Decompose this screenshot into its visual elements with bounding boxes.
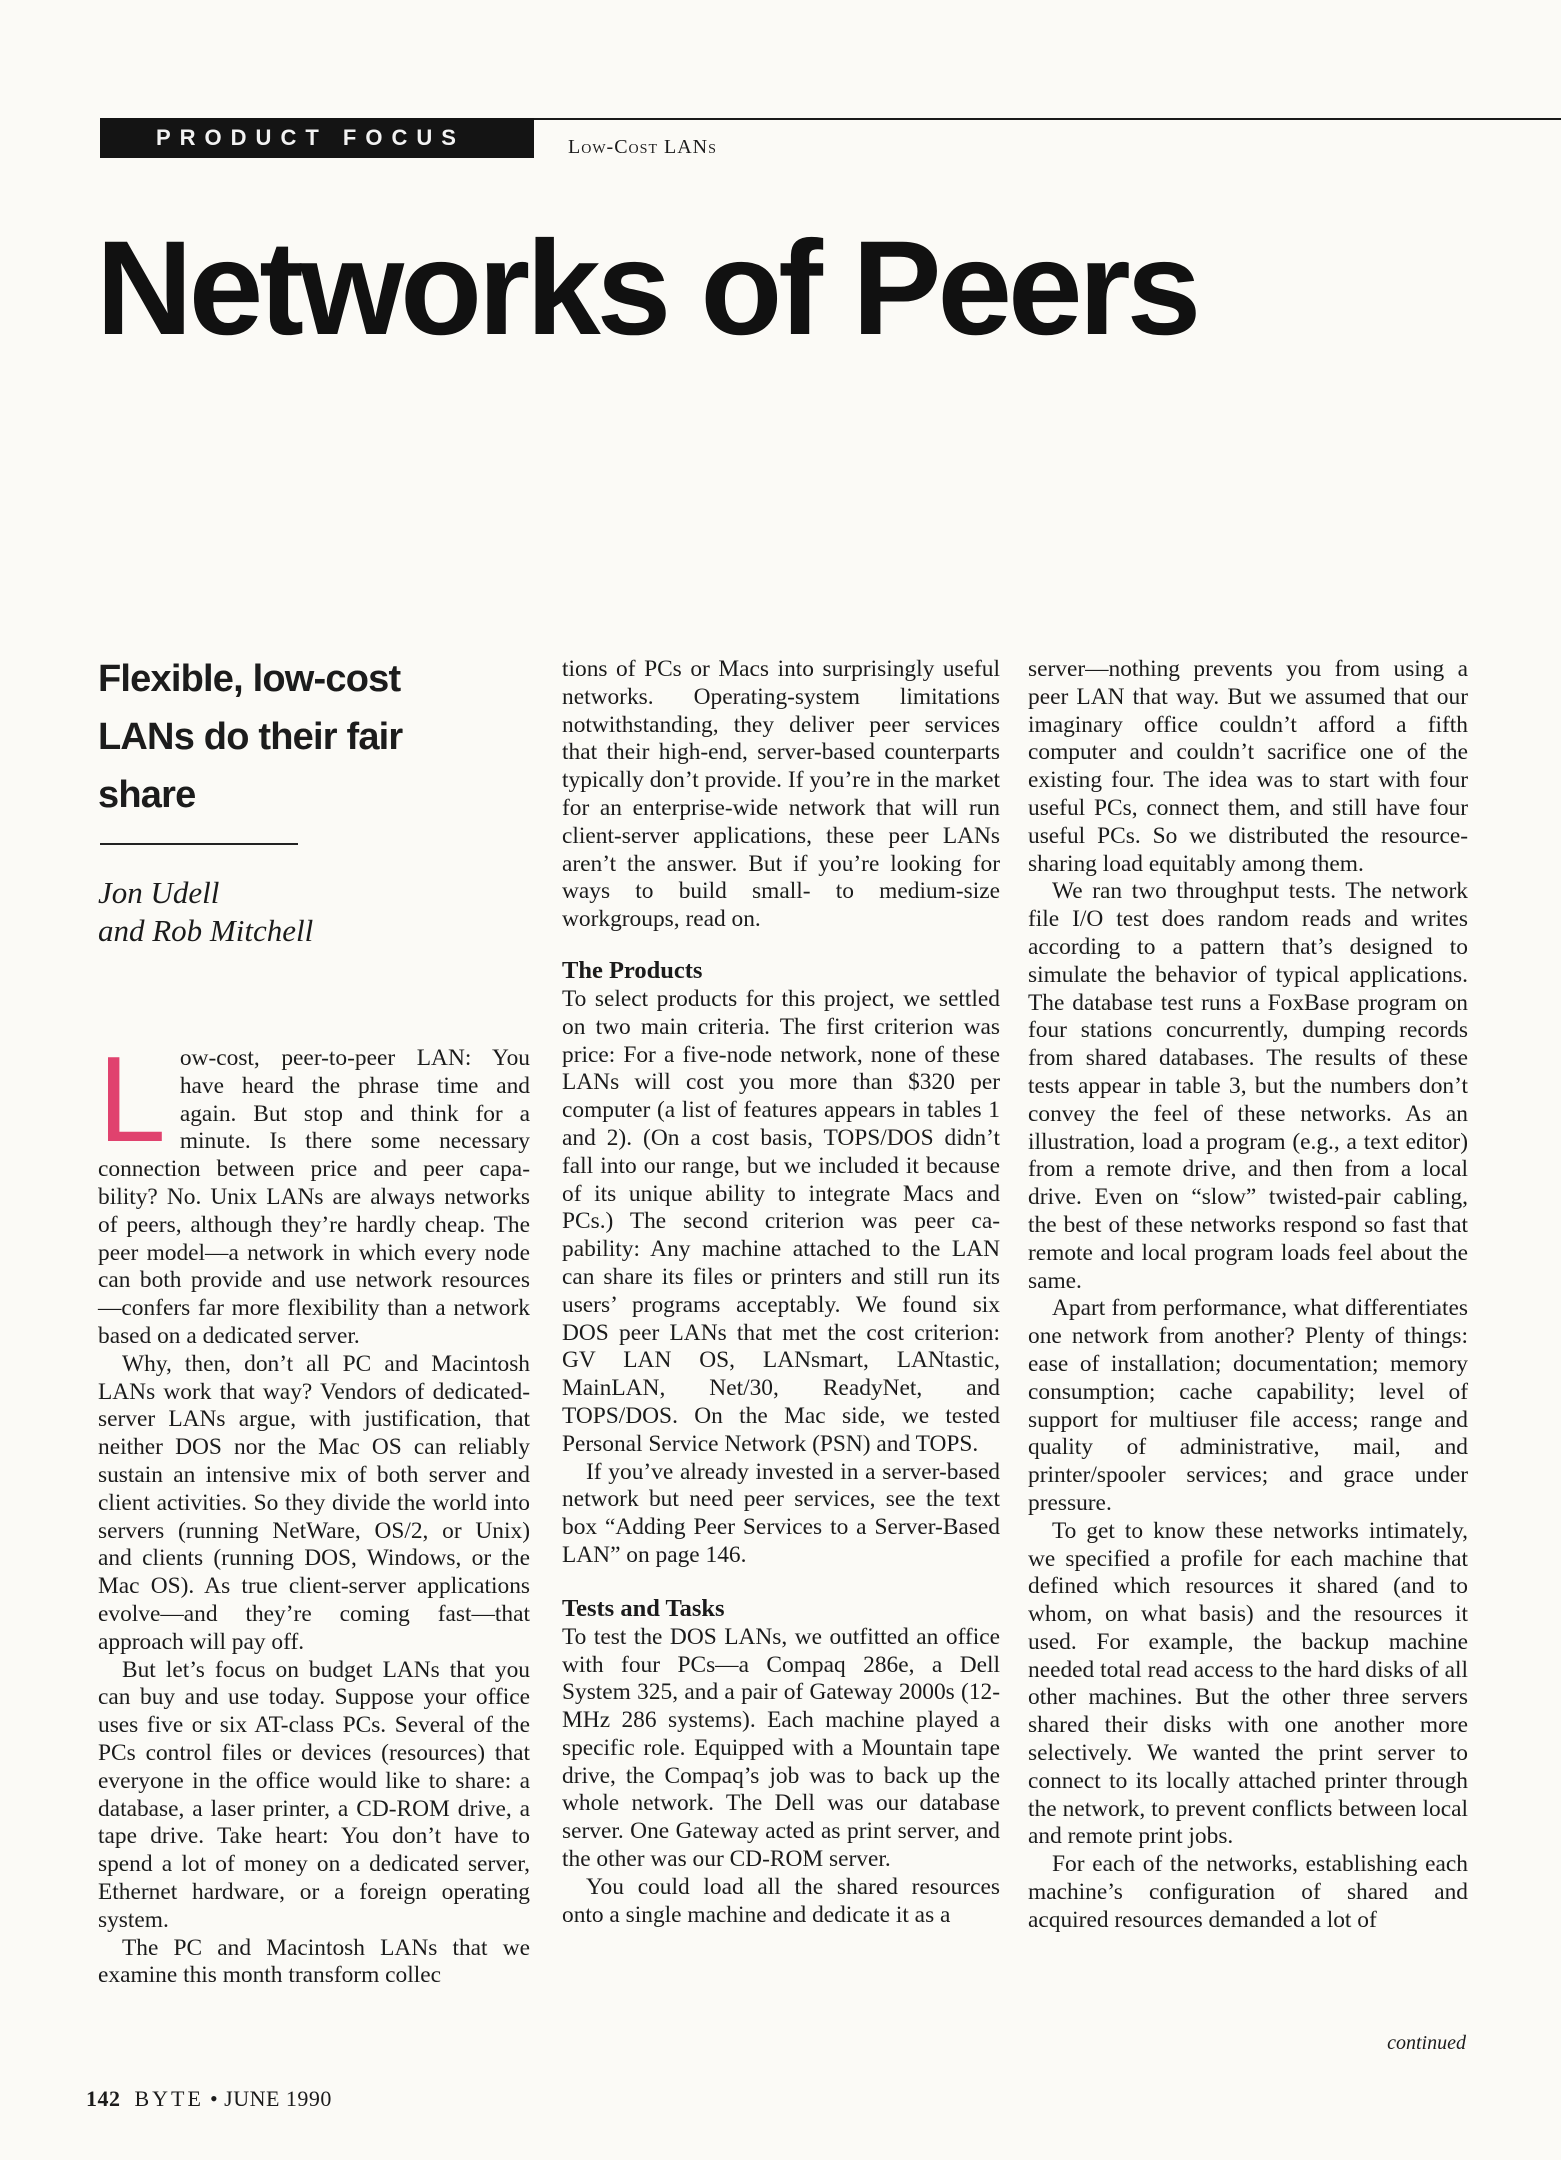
paragraph (98, 1031, 530, 1351)
magazine-name: BYTE (134, 2086, 204, 2111)
column-1 (98, 1031, 530, 1990)
paragraph: To get to know these networks intimately, we specified a profile for each machine that defined which resources it shared (and to whom, on what basis) and the resources it used. For example, the backup machine needed total read access to the hard disks of all other machines. But the other three servers shared their disks with one another more selectively. We wanted the print server to connect to its locally attached printer through the network, to prevent conflicts between local and remote print jobs. (1028, 1517, 1468, 1850)
paragraph: For each of the networks, establishing each machine’s configuration of shared and acquired resources demanded a lot of (1028, 1851, 1468, 1933)
paragraph-text: ow-cost, peer-to-peer LAN: You have heard the phrase time and again. But stop and think for a minute. Is there some necessary connection between price and peer capability? No. Unix LANs are always networks of peers, although they’re hardly cheap. The peer model—a network in which every node can both provide and use network resources—confers far more flexibility than a network based on a dedicated server. (98, 1045, 530, 1349)
paragraph: The PC and Macintosh LANs that we examine this month transform collec (98, 1934, 530, 1989)
byline (98, 874, 438, 950)
paragraph: tions of PCs or Macs into surprisingly useful networks. Operating-system limitations notwithstanding, they deliver peer services that their high-end, server-based counterparts typically don’t provide. If you’re in the market for an enterprise-wide network that will run client-server applications, these peer LANs aren’t the answer. But if you’re looking for ways to build small- to medium-size workgroups, read on. (562, 656, 1000, 933)
drop-cap: L (98, 1031, 166, 1167)
subheading-tests: Tests and Tasks (562, 1594, 725, 1622)
footer-separator: • (209, 2086, 219, 2111)
page-footer (86, 2086, 332, 2112)
paragraph: To select products for this project, we settled on two main criteria. The first criterion was price: For a five-node network, none of these LANs will cost you more than $320 per computer (a list of features appears in tables 1 and 2). (On a cost basis, TOPS/DOS didn’t fall into our range, but we included it because of its unique ability to integrate Macs and PCs.) The second criterion was peer capability: Any machine attached to the LAN can share its files or printers and still run its users’ programs acceptably. We found six DOS peer LANs that met the cost criterion: GV LAN OS, LANsmart, LANtastic, MainLAN, Net/30, ReadyNet, and TOPS/DOS. On the Mac side, we tested Personal Service Network (PSN) and TOPS. (562, 985, 1000, 1457)
column-3 (1028, 656, 1468, 1935)
paragraph: server—nothing prevents you from using a peer LAN that way. But we assumed that our imaginary office couldn’t afford a fifth computer and couldn’t sacrifice one of the existing four. The idea was to start with four useful PCs, connect them, and still have four useful PCs. So we distributed the resource-sharing load equitably among them. (1028, 656, 1468, 877)
author-line-1: Jon Udell (98, 875, 220, 910)
column-2 (562, 656, 1000, 1929)
paragraph: Apart from performance, what differentiates one network from another? Plenty of things: ease of installation; documentation; memory consumption; cache capability; level of support for multiuser file access; range and quality of administrative, mail, and printer/spooler services; and grace under pressure. (1028, 1295, 1468, 1516)
paragraph: Why, then, don’t all PC and Macintosh LANs work that way? Vendors of dedicated-server LANs argue, with justification, that neither DOS nor the Mac OS can reliably sustain an intensive mix of both server and client activities. So they divide the world into servers (running NetWare, OS/2, or Unix) and clients (running DOS, Windows, or the Mac OS). As true client-server applications evolve—and they’re coming fast—that approach will pay off. (98, 1350, 530, 1655)
paragraph: To test the DOS LANs, we outfitted an office with four PCs—a Compaq 286e, a Dell System 325, and a pair of Gateway 2000s (12-MHz 286 systems). Each machine played a specific role. Equipped with a Mountain tape drive, the Compaq’s job was to back up the whole network. The Dell was our database server. One Gateway acted as print server, and the other was our CD-ROM server. (562, 1623, 1000, 1873)
section-label: PRODUCT FOCUS (100, 118, 534, 158)
paragraph: But let’s focus on budget LANs that you can buy and use today. Suppose your office uses five or six AT-class PCs. Several of the PCs control files or devices (resources) that everyone in the office would like to share: a database, a laser printer, a CD-ROM drive, a tape drive. Take heart: You don’t have to spend a lot of money on a dedicated server, Ethernet hardware, or a foreign operating system. (98, 1656, 530, 1933)
page-number: 142 (86, 2086, 121, 2111)
paragraph: We ran two throughput tests. The network file I/O test does random reads and writes according to a pattern that’s designed to simulate the behavior of typical applications. The database test runs a FoxBase program on four stations concurrently, dumping records from shared databases. The results of these tests appear in table 3, but the numbers don’t convey the feel of these networks. As an illustration, load a program (e.g., a text editor) from a remote drive, and then from a local drive. Even on “slow” twisted-pair cabling, the best of these networks respond so fast that remote and local program loads feel about the same. (1028, 878, 1468, 1294)
continued-note: continued (1387, 2032, 1466, 2054)
article-deck: Flexible, low-cost LANs do their fair share (98, 658, 403, 816)
topic-kicker: Low-Cost LANs (568, 136, 717, 158)
issue-date: JUNE 1990 (224, 2086, 332, 2111)
author-line-2: and Rob Mitchell (98, 913, 314, 948)
article-title: Networks of Peers (96, 214, 1198, 363)
deck-divider (100, 843, 298, 845)
subheading-products: The Products (562, 956, 703, 984)
paragraph: If you’ve already invested in a server-based network but need peer services, see the text box “Adding Peer Services to a Server-Based LAN” on page 146. (562, 1458, 1000, 1568)
paragraph: You could load all the shared resources onto a single machine and dedicate it as a (562, 1873, 1000, 1928)
